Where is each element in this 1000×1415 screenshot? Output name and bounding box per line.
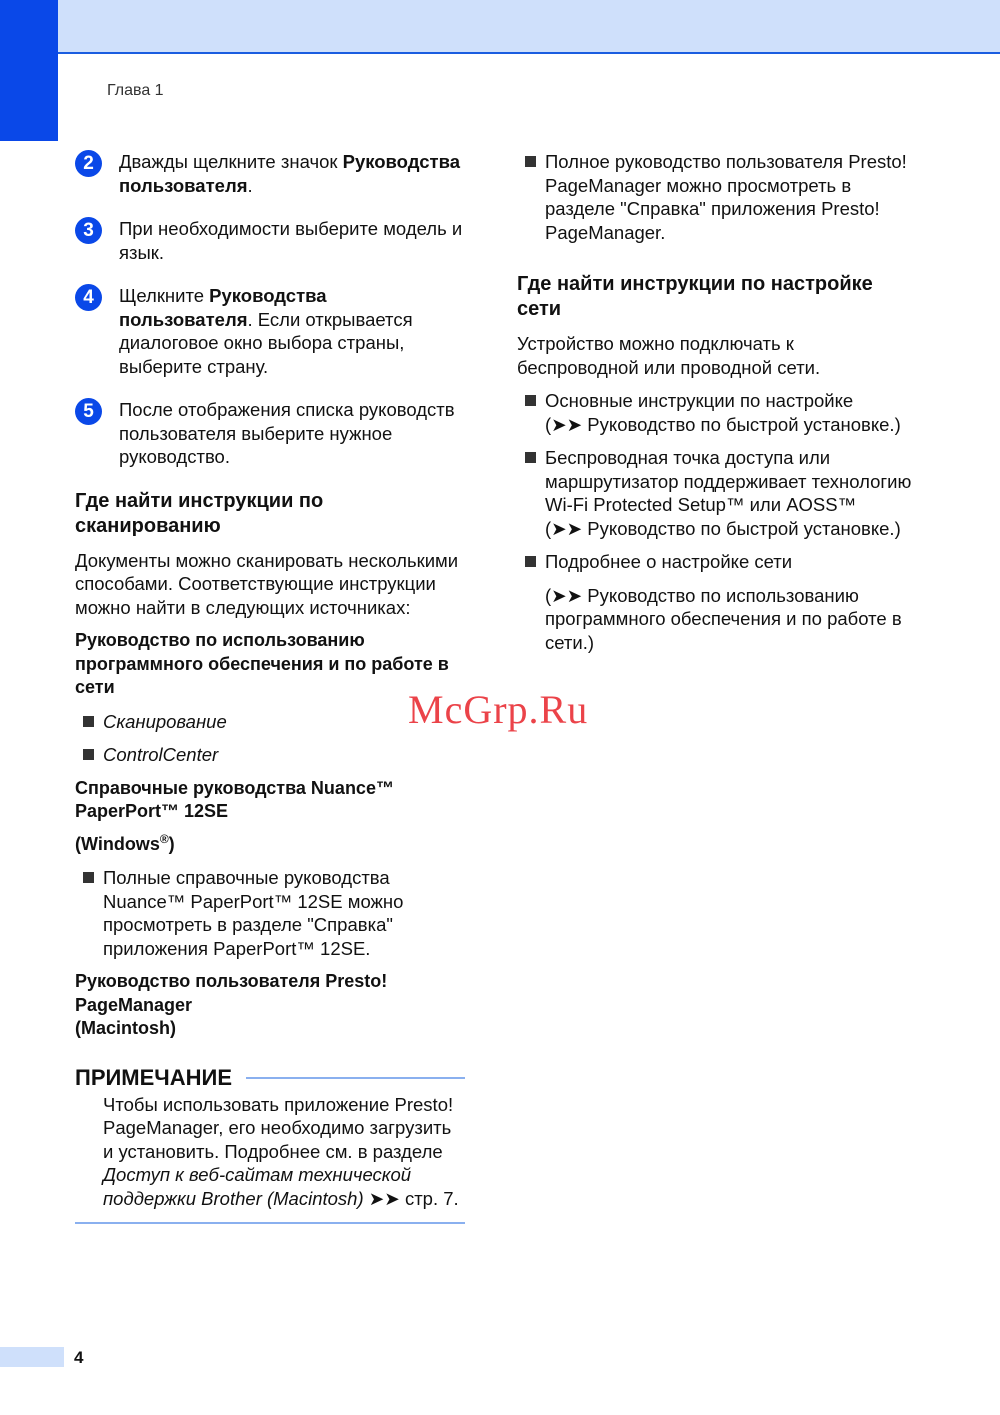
list-item: ControlCenter <box>75 743 465 767</box>
step-2 <box>75 150 465 197</box>
bullet-icon <box>83 872 94 883</box>
nuance-heading: Справочные руководства Nuance™ PaperPort™ 12SE <box>75 777 394 821</box>
bullet-icon <box>525 395 536 406</box>
step-number: 5 <box>75 398 102 425</box>
network-heading: Где найти инструкции по настройке сети <box>517 273 873 320</box>
list-item: Подробнее о настройке сети <box>517 550 917 574</box>
network-intro: Устройство можно подключать к беспроводной или проводной сети. <box>517 333 821 378</box>
step-3 <box>75 217 465 264</box>
note-header <box>75 1065 465 1091</box>
note-text: Чтобы использовать приложение Presto! PageManager, его необходимо загрузить и установить. Подробнее см. в разделе Доступ к веб-сайтам технической поддержки Brother (Macintosh) ➤➤ стр. 7. <box>103 1093 459 1209</box>
list-item: Основные инструкции по настройке (➤➤ Руководство по быстрой установке.) <box>517 389 917 436</box>
bullet-icon <box>83 716 94 727</box>
chapter-label: Глава 1 <box>107 82 164 99</box>
step-number: 3 <box>75 217 102 244</box>
step-text: Щелкните Руководства пользователя. Если открывается диалоговое окно выбора страны, выберите страну. <box>119 285 413 377</box>
watermark: McGrp.Ru <box>408 687 589 732</box>
footer-band <box>0 1347 64 1367</box>
chapter-tab <box>0 0 58 141</box>
bullet-icon <box>525 556 536 567</box>
note-box <box>75 1065 465 1225</box>
note-title: ПРИМЕЧАНИЕ <box>75 1064 233 1090</box>
step-text: Дважды щелкните значок Руководства пользователя. <box>119 151 461 196</box>
step-text: После отображения списка руководств пользователя выберите нужное руководство. <box>119 399 455 467</box>
list-item: Сканирование <box>75 710 465 734</box>
bullet-icon <box>83 749 94 760</box>
right-column <box>517 150 917 664</box>
step-number: 4 <box>75 284 102 311</box>
list-item: Беспроводная точка доступа или маршрутизатор поддерживает технологию Wi-Fi Protected Setup™ или AOSS™ (➤➤ Руководство по быстрой установке.) <box>517 446 917 540</box>
step-5 <box>75 398 465 469</box>
scan-heading: Где найти инструкции по сканированию <box>75 489 324 537</box>
step-number: 2 <box>75 150 102 177</box>
note-bottom-divider <box>75 1222 465 1224</box>
scan-intro: Документы можно сканировать несколькими способами. Соответствующие инструкции можно найти в следующих источниках: <box>75 549 459 618</box>
step-text: При необходимости выберите модель и язык. <box>119 218 463 263</box>
step-4 <box>75 284 465 378</box>
software-guide-heading: Руководство по использованию программного обеспечения и по работе в сети <box>75 630 449 697</box>
left-column <box>75 150 465 1224</box>
header-band <box>0 0 1000 54</box>
presto-heading: Руководство пользователя Presto! PageManager <box>75 971 388 1015</box>
page-number: 4 <box>74 1348 84 1367</box>
list-item: Полные справочные руководства Nuance™ PaperPort™ 12SE можно просмотреть в разделе "Справка" приложения PaperPort™ 12SE. <box>75 866 465 960</box>
list-item: Полное руководство пользователя Presto! PageManager можно просмотреть в разделе "Справка" приложения Presto! PageManager. <box>517 150 917 244</box>
presto-os: (Macintosh) <box>75 1018 176 1038</box>
bullet-icon <box>525 452 536 463</box>
network-last-ref: (➤➤ Руководство по использованию программного обеспечения и по работе в сети.) <box>545 584 902 653</box>
bullet-icon <box>525 156 536 167</box>
nuance-os: (Windows®) <box>75 831 175 854</box>
note-divider <box>246 1077 465 1079</box>
